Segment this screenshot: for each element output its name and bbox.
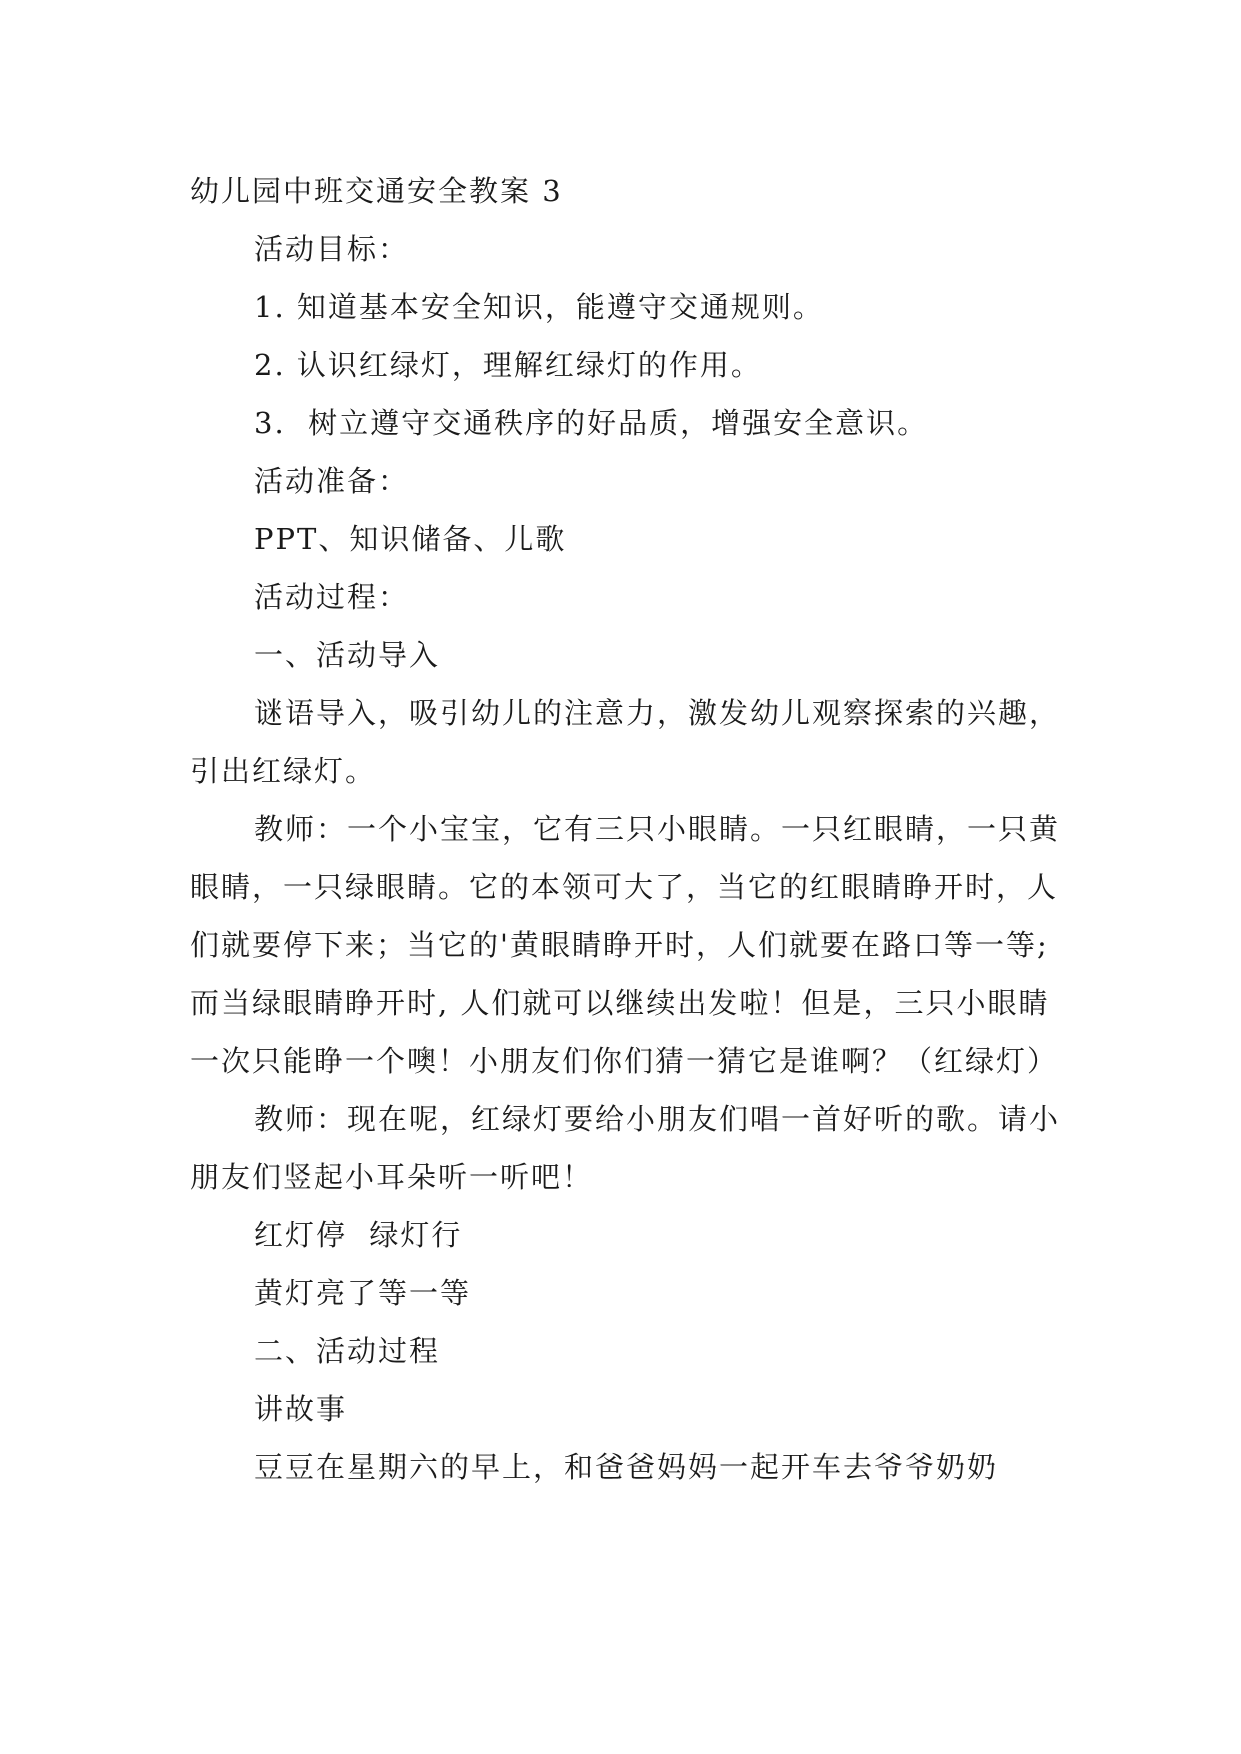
- paragraph-riddle-intro: 谜语导入，吸引幼儿的注意力，激发幼儿观察探索的兴趣，引出红绿灯。: [190, 696, 1061, 788]
- heading-story: 讲故事: [254, 1392, 348, 1426]
- goal-item-3: 3. 树立遵守交通秩序的好品质，增强安全意识。: [254, 406, 929, 440]
- song-line-1: 红灯停 绿灯行: [254, 1218, 463, 1252]
- goal-item-1: 1. 知道基本安全知识，能遵守交通规则。: [254, 290, 824, 324]
- song-line-2: 黄灯亮了等一等: [254, 1276, 472, 1310]
- document-body: [190, 162, 1060, 1496]
- preparation-items: PPT、知识储备、儿歌: [254, 522, 567, 556]
- paragraph-teacher-song: 教师：现在呢，红绿灯要给小朋友们唱一首好听的歌。请小朋友们竖起小耳朵听一听吧！: [190, 1102, 1061, 1194]
- paragraph-teacher-riddle: 教师：一个小宝宝，它有三只小眼睛。一只红眼睛，一只黄眼睛，一只绿眼睛。它的本领可大了，当它的红眼睛睁开时，人们就要停下来；当它的'黄眼睛睁开时，人们就要在路口等一等; 而当绿眼睛睁开时, 人们就可以继续出发啦！但是，三只小眼睛一次只能睁一个噢！小朋友们你们猜一猜它是谁啊？（红绿灯）: [190, 812, 1061, 1078]
- goal-item-2: 2. 认识红绿灯，理解红绿灯的作用。: [254, 348, 762, 382]
- heading-activity-preparation: 活动准备：: [254, 464, 410, 498]
- section-activity-process: 二、活动过程: [254, 1334, 441, 1368]
- document-title: 幼儿园中班交通安全教案 3: [190, 174, 563, 208]
- heading-activity-process: 活动过程：: [254, 580, 410, 614]
- section-activity-intro: 一、活动导入: [254, 638, 441, 672]
- paragraph-story-start: 豆豆在星期六的早上，和爸爸妈妈一起开车去爷爷奶奶: [254, 1450, 999, 1484]
- heading-activity-goals: 活动目标：: [254, 232, 410, 266]
